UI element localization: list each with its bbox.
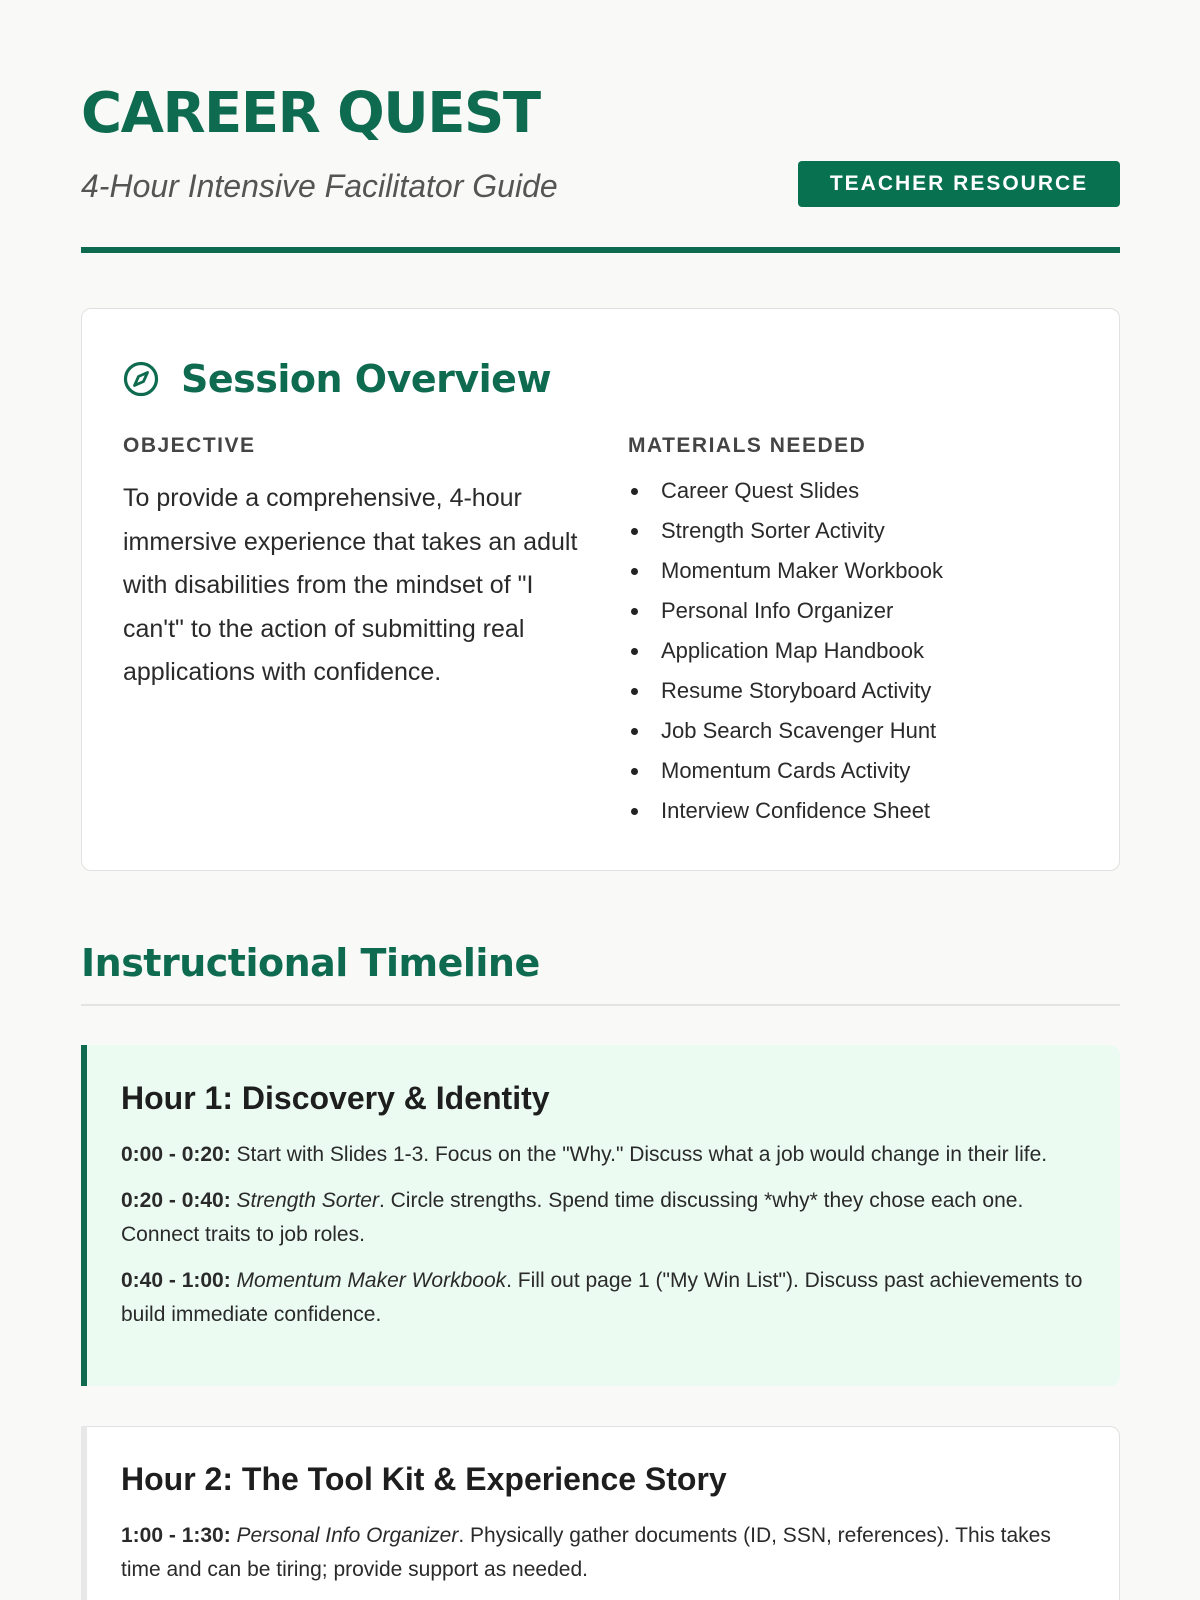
materials-list-item: Personal Info Organizer	[628, 596, 943, 636]
materials-list-item: Momentum Cards Activity	[628, 756, 943, 796]
page-title: CAREER QUEST	[81, 81, 540, 146]
materials-label: MATERIALS NEEDED	[628, 434, 867, 457]
hour-2-block	[81, 1426, 1120, 1600]
session-overview-card	[81, 308, 1120, 871]
page-subtitle: 4-Hour Intensive Facilitator Guide	[81, 168, 558, 204]
entry-time: 1:00 - 1:30:	[121, 1524, 231, 1547]
timeline-entry	[121, 1138, 1090, 1172]
materials-list-item: Application Map Handbook	[628, 636, 943, 676]
entry-time: 0:40 - 1:00:	[121, 1269, 231, 1292]
timeline-entry	[121, 1184, 1090, 1252]
entry-activity: Momentum Maker Workbook	[230, 1269, 507, 1292]
materials-list-item: Momentum Maker Workbook	[628, 556, 943, 596]
materials-list-item: Career Quest Slides	[628, 476, 943, 516]
timeline-divider	[81, 1004, 1120, 1006]
entry-time: 0:20 - 0:40:	[121, 1189, 231, 1212]
timeline-title: Instructional Timeline	[81, 941, 540, 985]
objective-label: OBJECTIVE	[123, 434, 256, 457]
header-divider	[81, 247, 1120, 253]
entry-time: 0:00 - 0:20:	[121, 1143, 231, 1166]
hour-1-block	[81, 1045, 1120, 1386]
materials-list-item: Job Search Scavenger Hunt	[628, 716, 943, 756]
session-overview-heading	[123, 353, 551, 405]
materials-list	[628, 476, 943, 836]
hour-2-title: Hour 2: The Tool Kit & Experience Story	[121, 1461, 727, 1497]
timeline-entry	[121, 1519, 1089, 1587]
entry-activity: Strength Sorter	[230, 1189, 379, 1212]
teacher-resource-badge: TEACHER RESOURCE	[798, 161, 1120, 207]
entry-text: . Fill out page 1 ("My Win List"). Discuss past achievements to build immediate confidence.	[121, 1269, 1083, 1326]
entry-activity: Personal Info Organizer	[230, 1524, 459, 1547]
entry-text: . Circle strengths. Spend time discussing *why* they chose each one. Connect traits to job roles.	[121, 1189, 1024, 1246]
document-page	[81, 0, 1120, 1600]
entry-text: . Physically gather documents (ID, SSN, references). This takes time and can be tiring; provide support as needed.	[121, 1524, 1051, 1581]
objective-text: To provide a comprehensive, 4-hour immersive experience that takes an adult with disabilities from the mindset of "I can't" to the action of submitting real applications with confidence.	[123, 484, 578, 686]
hour-1-title: Hour 1: Discovery & Identity	[121, 1080, 550, 1116]
compass-icon	[123, 361, 159, 397]
materials-list-item: Strength Sorter Activity	[628, 516, 943, 556]
timeline-entry	[121, 1264, 1090, 1332]
materials-list-item: Resume Storyboard Activity	[628, 676, 943, 716]
session-overview-title: Session Overview	[181, 357, 552, 401]
materials-list-item: Interview Confidence Sheet	[628, 796, 943, 836]
entry-text: Start with Slides 1-3. Focus on the "Why." Discuss what a job would change in their life.	[230, 1143, 1048, 1166]
